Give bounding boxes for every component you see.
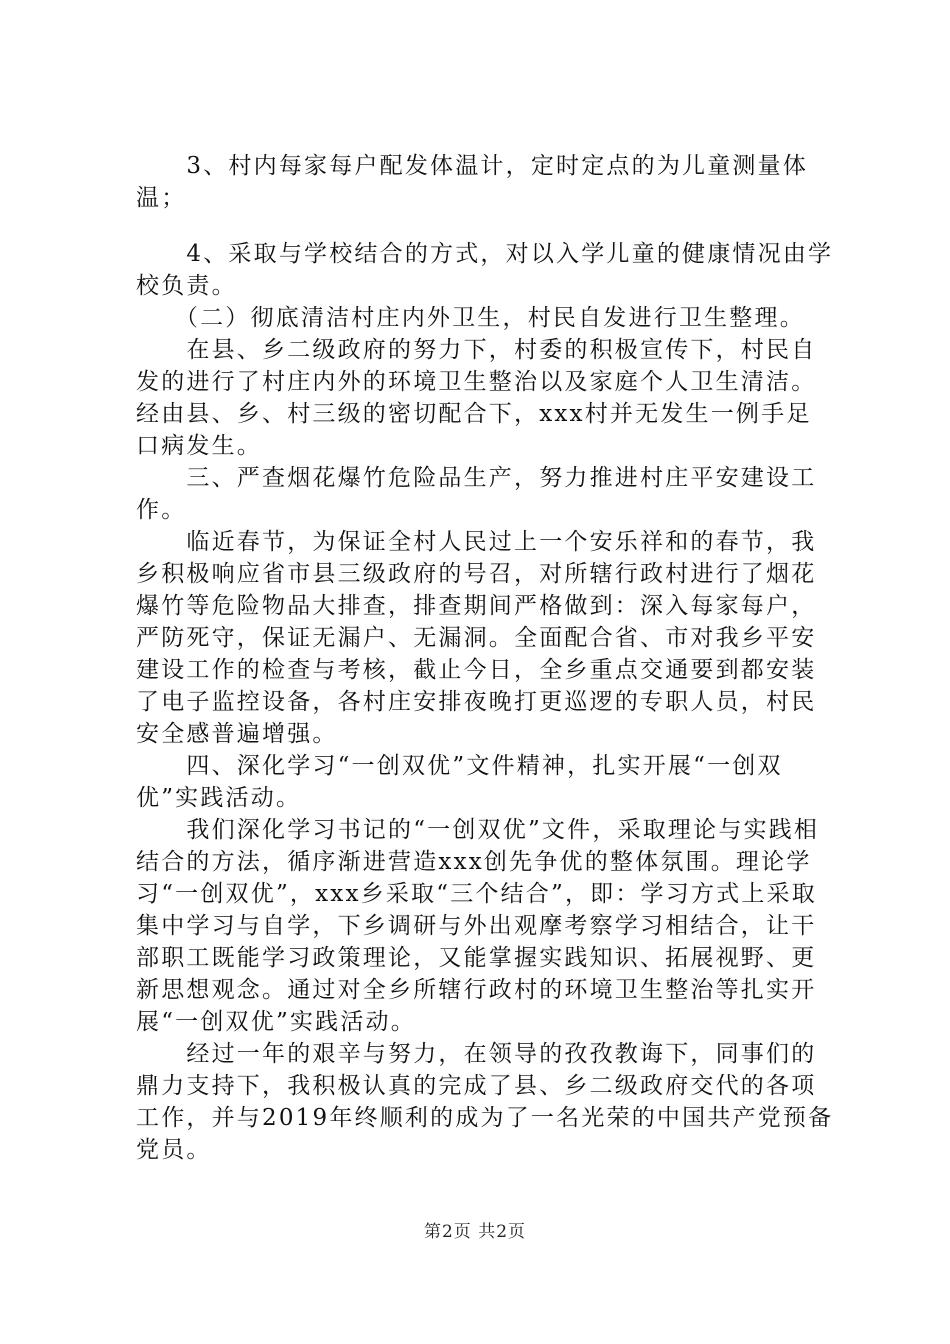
paragraph-item-3: 3、村内每家每户配发体温计，定时定点的为儿童测量体温； [136,153,809,211]
document-body [136,150,836,1166]
paragraph-sanitation: 在县、乡二级政府的努力下，村委的积极宣传下，村民自发的进行了村庄内外的环境卫生整治以及家庭个人卫生清洁。经由县、乡、村三级的密切配合下，xxx村并无发生一例手足口病发生。 [136,337,817,459]
paragraph-fireworks: 临近春节，为保证全村人民过上一个安乐祥和的春节，我乡积极响应省市县三级政府的号召，对所辖行政村进行了烟花爆竹等危险物品大排查，排查期间严格做到：深入每家每户，严防死守，保证无漏户、无漏洞。全面配合省、市对我乡平安建设工作的检查与考核，截止今日，全乡重点交通要到都安装了电子监控设备，各村庄安排夜晚打更巡逻的专职人员，村民安全感普遍增强。 [136,529,817,747]
section-heading-study: 四、深化学习“一创双优”文件精神，扎实开展“一创双优”实践活动。 [136,753,783,811]
paragraph-item-4: 4、采取与学校结合的方式，对以入学儿童的健康情况由学校负责。 [136,241,834,299]
page-footer: 第2页 共2页 [423,1222,527,1242]
section-heading-fireworks: 三、严查烟花爆竹危险品生产，努力推进村庄平安建设工作。 [136,465,817,523]
paragraph-conclusion: 经过一年的艰辛与努力，在领导的孜孜教诲下，同事们的鼎力支持下，我积极认真的完成了县、乡二级政府交代的各项工作，并与2019年终顺利的成为了一名光荣的中国共产党预备党员。 [136,1041,834,1163]
section-heading-sanitation: （二）彻底清洁村庄内外卫生，村民自发进行卫生整理。 [136,305,805,331]
paragraph-study: 我们深化学习书记的“一创双优”文件，采取理论与实践相结合的方法，循序渐进营造xxx创先争优的整体氛围。理论学习“一创双优”，xxx乡采取“三个结合”，即：学习方式上采取集中学习与自学，下乡调研与外出观摩考察学习相结合，让干部职工既能学习政策理论，又能掌握实践知识、拓展视野、更新思想观念。通过对全乡所辖行政村的环境卫生整治等扎实开展“一创双优”实践活动。 [136,817,820,1035]
